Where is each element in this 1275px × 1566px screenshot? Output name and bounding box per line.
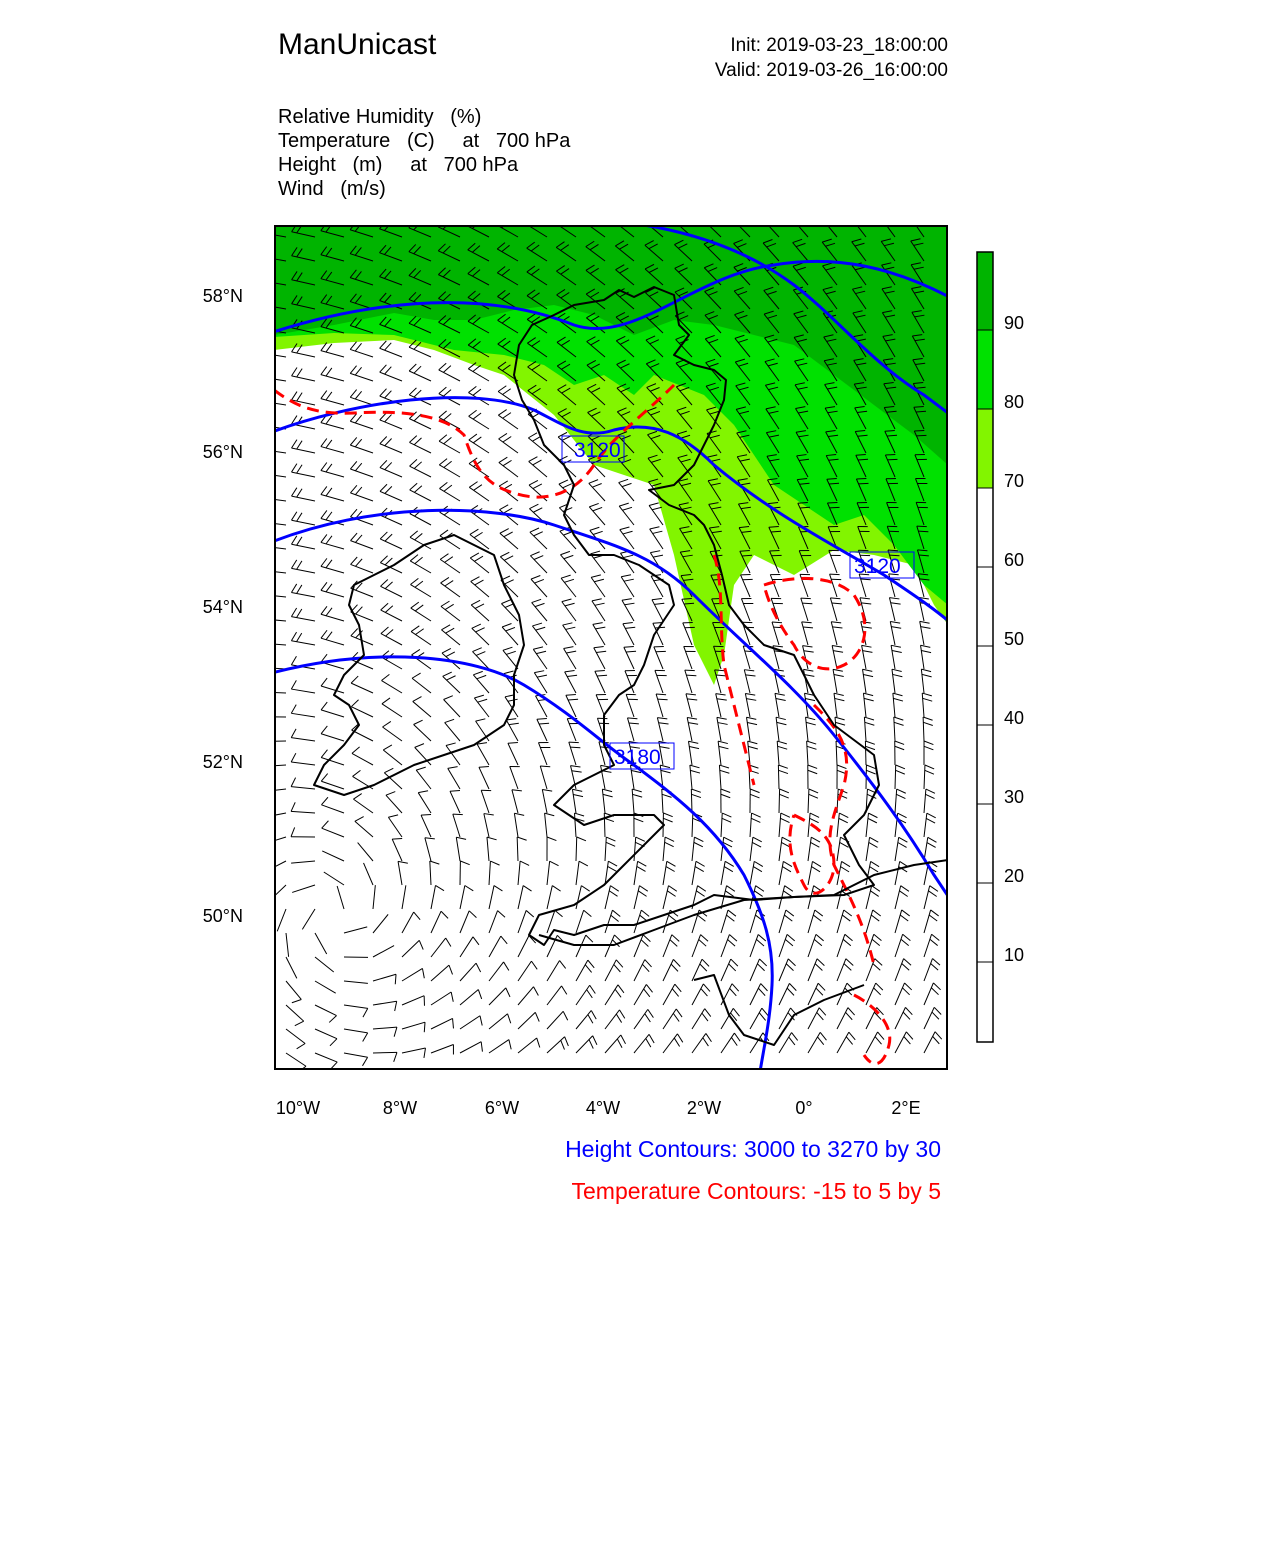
wind-barb-feather (479, 767, 489, 768)
wind-barb-feather (802, 603, 812, 604)
map-panel (274, 225, 948, 1070)
lat-tick-52: 52°N (202, 752, 243, 772)
lon-tick-0: 0° (795, 1098, 813, 1118)
wind-barb-feather (917, 526, 927, 527)
variable-temperature: Temperature (C) at 700 hPa (278, 130, 571, 152)
wind-barb-feather (656, 694, 666, 695)
wind-barb-feather (392, 839, 402, 840)
colorbar-box-below70 (977, 488, 993, 1042)
lon-tick-2e: 2°E (891, 1098, 921, 1118)
height-contours-note: Height Contours: 3000 to 3270 by 30 (565, 1136, 941, 1162)
svg-text:3180: 3180 (614, 746, 661, 769)
lon-tick-6w: 6°W (484, 1098, 520, 1118)
wind-barb (373, 1052, 397, 1053)
lon-tick-4w: 4°W (585, 1098, 621, 1118)
wind-barb-feather (885, 455, 895, 456)
wind-barb-feather (918, 531, 928, 532)
rh-colorbar (976, 251, 996, 1044)
wind-barb (778, 765, 779, 789)
app-title: ManUnicast (278, 28, 437, 61)
wind-barb (779, 789, 780, 813)
wind-barb-feather (685, 670, 695, 671)
lon-tick-10w: 10°W (275, 1098, 321, 1118)
variable-rh: Relative Humidity (%) (278, 106, 482, 128)
colorbar-label-90: 90 (1004, 313, 1025, 333)
colorbar-label-50: 50 (1004, 629, 1025, 649)
wind-barb-feather (508, 743, 518, 744)
wind-barb-feather (453, 814, 463, 815)
valid-time: Valid: 2019-03-26_16:00:00 (714, 60, 948, 81)
colorbar-box-gt90 (977, 252, 993, 330)
wind-barb-feather (887, 459, 897, 460)
colorbar-label-20: 20 (1004, 866, 1025, 886)
wind-barb (895, 765, 896, 789)
wind-barb-feather (916, 435, 926, 436)
lat-tick-58: 58°N (202, 286, 243, 306)
wind-barb-feather (569, 742, 579, 743)
variable-wind: Wind (m/s) (278, 178, 386, 200)
wind-barb (865, 741, 866, 765)
lon-tick-2w: 2°W (686, 1098, 722, 1118)
init-time: Init: 2019-03-23_18:00:00 (730, 35, 948, 56)
wind-barb-feather (801, 598, 811, 599)
wind-barb-feather (772, 622, 782, 623)
wind-barb-feather (450, 791, 460, 792)
colorbar-box-70-80 (977, 409, 993, 488)
colorbar-label-40: 40 (1004, 708, 1025, 728)
colorbar-label-60: 60 (1004, 550, 1025, 570)
lon-tick-8w: 8°W (382, 1098, 418, 1118)
lat-tick-56: 56°N (202, 442, 243, 462)
colorbar-label-80: 80 (1004, 392, 1025, 412)
wind-barb-feather (658, 699, 668, 700)
wind-barb-feather (888, 550, 898, 551)
wind-barb-feather (686, 675, 696, 676)
wind-barb-feather (914, 431, 924, 432)
colorbar-label-10: 10 (1004, 945, 1025, 965)
wind-barb-feather (570, 747, 580, 748)
lat-tick-50: 50°N (202, 906, 243, 926)
colorbar-label-30: 30 (1004, 787, 1025, 807)
svg-text:3120: 3120 (854, 555, 901, 578)
temperature-contours-note: Temperature Contours: -15 to 5 by 5 (571, 1178, 941, 1204)
colorbar-label-70: 70 (1004, 471, 1025, 491)
variable-height: Height (m) at 700 hPa (278, 154, 519, 176)
svg-text:3120: 3120 (574, 439, 621, 462)
lat-tick-54: 54°N (202, 597, 243, 617)
wind-barb-feather (421, 815, 431, 816)
colorbar-box-80-90 (977, 330, 993, 409)
